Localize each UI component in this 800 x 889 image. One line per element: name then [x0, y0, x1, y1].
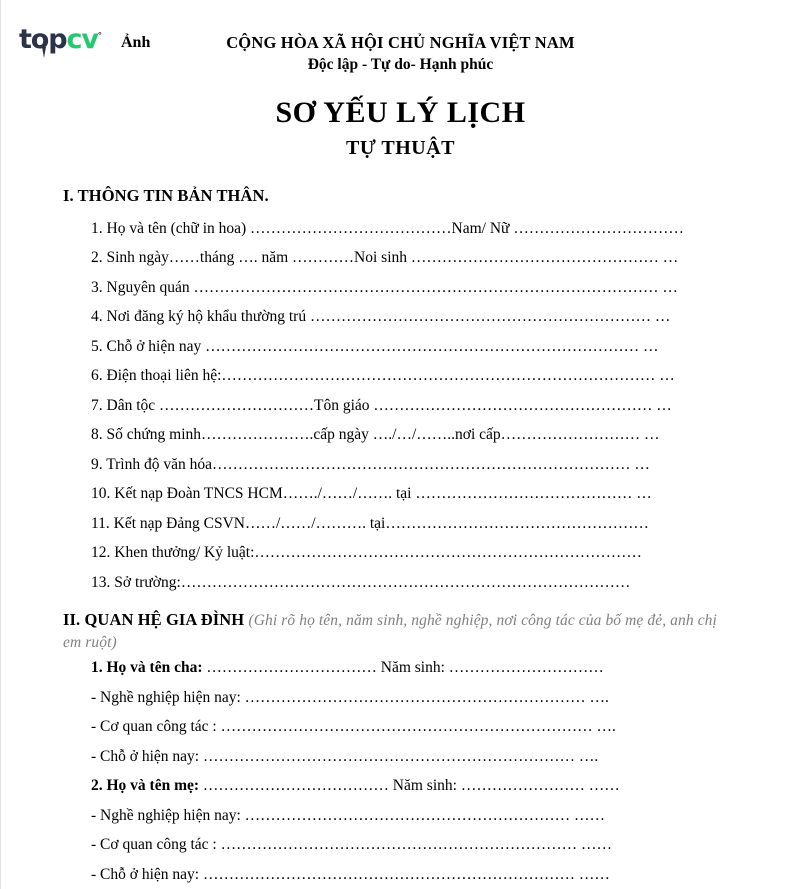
photo-placeholder-label: Ảnh — [121, 34, 151, 51]
form-field-line[interactable]: - Cơ quan công tác : ……………………………………………………………… …. — [91, 718, 616, 736]
registered-mark-icon: ° — [97, 31, 102, 40]
form-field-line[interactable]: - Chỗ ở hiện nay: ……………………………………………………………… …. — [91, 747, 599, 765]
logo-text-cv: cv — [66, 24, 98, 55]
document-page — [1, 0, 800, 889]
form-field-line[interactable]: 12. Khen thưởng/ Kỷ luật:………………………………………………………………… — [91, 544, 642, 561]
form-field-line[interactable]: - Cơ quan công tác : …………………………………………………………… …… — [91, 836, 612, 854]
form-field-line[interactable]: 8. Số chứng minh………………….cấp ngày …./…/……..nơi cấp……………………… … — [91, 426, 660, 443]
form-field-line-mother-name[interactable] — [91, 771, 738, 801]
field-label: 2. Họ và tên mẹ: — [91, 777, 200, 795]
form-body — [1, 186, 800, 889]
country-name: CỘNG HÒA XÃ HỘI CHỦ NGHĨA VIỆT NAM — [226, 33, 575, 52]
national-motto: Độc lập - Tự do- Hạnh phúc — [307, 56, 494, 74]
form-field-line[interactable]: - Nghề nghiệp hiện nay: ………………………………………………………… …. — [91, 688, 609, 706]
form-field-line[interactable]: 11. Kết nạp Đảng CSVN……/……/………. tại…………………………………………… — [91, 514, 649, 532]
document-header — [1, 0, 800, 82]
form-field-line[interactable]: 3. Nguyên quán ……………………………………………………………………………… … — [91, 278, 678, 296]
section-heading-personal-info: I. THÔNG TIN BẢN THÂN. — [63, 185, 269, 205]
form-field-line[interactable]: 4. Nơi đăng ký hộ khẩu thường trú ………………………………………………………… … — [91, 308, 671, 325]
form-field-line-father-name[interactable] — [91, 653, 738, 683]
personal-info-fields — [63, 214, 738, 598]
field-dots: ……………………………… Năm sinh: …………………… …… — [199, 777, 620, 795]
form-field-line[interactable]: 2. Sinh ngày……tháng …. năm …………Noi sinh ………………………………………… … — [91, 249, 679, 266]
form-field-line[interactable]: 5. Chỗ ở hiện nay ………………………………………………………………………… … — [91, 337, 659, 355]
form-field-line[interactable]: 7. Dân tộc …………………………Tôn giáo ……………………………………………… … — [91, 396, 672, 414]
form-field-line[interactable]: 9. Trình độ văn hóa……………………………………………………………………… … — [91, 455, 650, 473]
form-field-line[interactable]: 10. Kết nạp Đoàn TNCS HCM……./……/……. tại …………………………………… … — [91, 485, 652, 502]
section-heading-note: (Ghi rõ họ tên, năm sinh, nghề nghiệp, nơi công tác của bố mẹ đẻ, anh chị em ruột) — [63, 612, 717, 652]
father-info-fields — [63, 653, 738, 771]
field-label: 1. Họ và tên cha: — [91, 659, 203, 677]
form-field-line[interactable]: - Chỗ ở hiện nay: ……………………………………………………………… …… — [91, 865, 610, 883]
section-heading-text: II. QUAN HỆ GIA ĐÌNH — [63, 610, 245, 629]
national-header — [1, 32, 800, 77]
page-subtitle: TỰ THUẬT — [345, 136, 456, 159]
form-field-line[interactable]: 6. Điện thoại liên hệ:………………………………………………………………………… … — [91, 367, 675, 384]
field-dots: …………………………… Năm sinh: ………………………… — [202, 659, 604, 677]
logo-text-top: top — [19, 24, 67, 55]
mother-info-fields — [63, 771, 738, 889]
form-field-line[interactable]: 13. Sở trường:…………………………………………………………………………… — [91, 573, 631, 591]
page-title: SƠ YẾU LÝ LỊCH — [275, 96, 526, 129]
form-field-line[interactable]: - Nghề nghiệp hiện nay: ……………………………………………………… …… — [91, 806, 606, 824]
section-heading-family-relations — [63, 609, 738, 653]
form-field-line[interactable]: 1. Họ và tên (chữ in hoa) …………………………………Nam/ Nữ …………………………… — [91, 219, 684, 237]
